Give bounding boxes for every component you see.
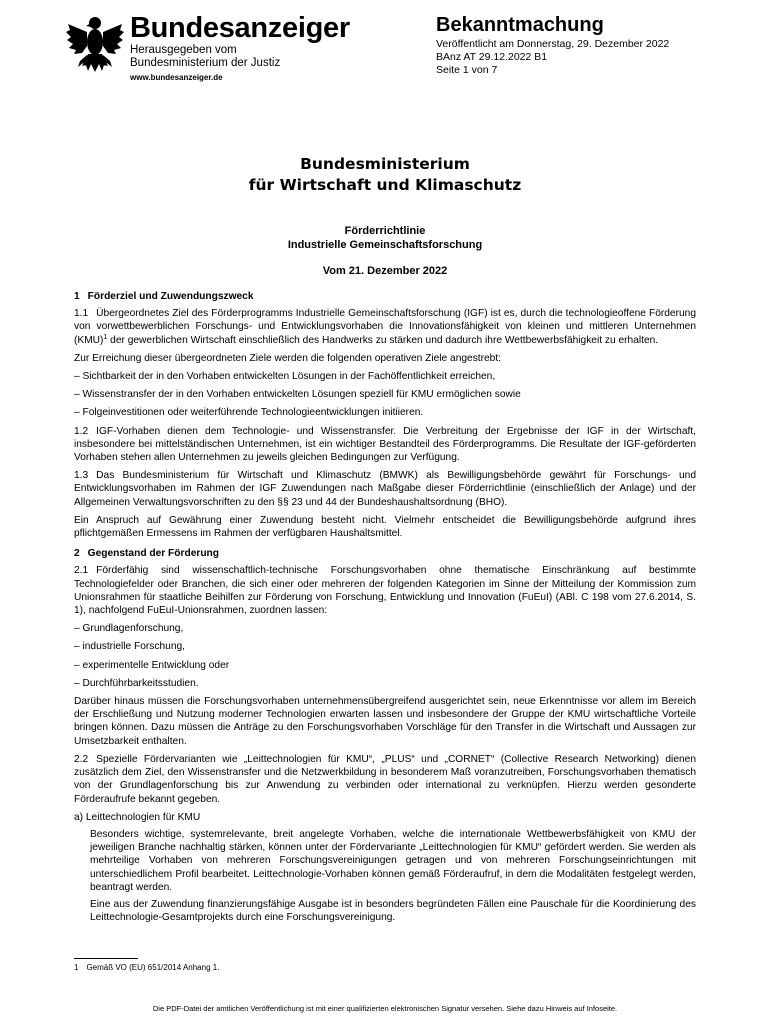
paragraph-1-2-number: 1.2 — [74, 425, 89, 437]
paragraph-2-2 — [74, 753, 696, 806]
brand-block — [130, 12, 350, 82]
paragraph-1-1-text-b: der gewerblichen Wirtschaft einschließlich des Handwerks zu stärken und dadurch ihre Wettbewerbsfähigkeit zu erhalten. — [107, 334, 659, 346]
footnote-text: Gemäß VO (EU) 651/2014 Anhang 1. — [86, 963, 220, 972]
publication-meta — [436, 12, 669, 77]
subsection-a-paragraph-1: Besonders wichtige, systemrelevante, breit angelegte Vorhaben, welche die internationale Wettbewerbsfähigkeit von KMU der jeweiligen Branche nachhaltig stärken, können unter der Fördervariante „Leittechnologien für KMU“ gefördert werden. Sie werden als mehrteilige Vorhaben von mehreren Forschungsvereinigungen getragen und von mehreren Forschungseinrichtungen mit unterschiedlichem Profil bearbeitet. Leittechnologie-Vorhaben können gemäß Förderaufruf, in dem die Modalitäten festgelegt werden, beantragt werden. — [90, 828, 696, 893]
paragraph-1-1 — [74, 307, 696, 347]
paragraph-2-1-text: Förderfähig sind wissenschaftlich-technische Forschungsvorhaben ohne thematische Einschränkung auf bestimmte Technologiefelder oder Branchen, die sich einer oder mehreren der folgenden Kategorien im Sinne der Mitteilung der Kommission zum Unionsrahmen für staatliche Beihilfen zur Förderung von Forschung, Entwicklung und Innovation (FuEuI) (ABl. C 198 vom 27.6.2014, S. 1), nachfolgend FuEuI-Unionsrahmen, zuordnen lassen: — [74, 565, 696, 617]
list-item: – experimentelle Entwicklung oder — [74, 659, 230, 671]
section-1-heading — [74, 290, 696, 303]
page-header — [66, 12, 706, 90]
directive-line-2: Industrielle Gemeinschaftsforschung — [287, 239, 483, 251]
section-1-number: 1 — [74, 291, 80, 302]
paragraph-goals-intro: Zur Erreichung dieser übergeordneten Ziele werden die folgenden operativen Ziele angestrebt: — [74, 352, 502, 364]
paragraph-1-1-number: 1.1 — [74, 308, 89, 320]
paragraph-1-2-text: IGF-Vorhaben dienen dem Technologie- und Wissenstransfer. Die Verbreitung der Ergebnisse der IGF in der Wirtschaft, insbesondere bei mittelständischen Unternehmen, ist ein wichtiger Bestandteil des Förderprogramms. Die Resultate der IGF-geförderten Vorhaben stehen allen Unternehmen zu jeweils gleichen Bedingungen zur Verfügung. — [74, 425, 696, 464]
list-item: – Sichtbarkeit der in den Vorhaben entwickelten Lösungen in der Fachöffentlichkeit erreichen, — [74, 371, 496, 383]
ministry-title — [0, 154, 770, 196]
section-2-heading — [74, 547, 696, 560]
federal-eagle-icon — [66, 14, 124, 78]
list-item: – Durchführbarkeitsstudien. — [74, 677, 199, 689]
footnote-mark: 1 — [74, 963, 79, 972]
paragraph-2-1-continuation: Darüber hinaus müssen die Forschungsvorhaben unternehmensübergreifend ausgerichtet sein, neue Erkenntnisse vor allem im Bereich der Erschließung und Nutzung moderner Technologien erwarten lassen und insbesondere der Gruppe der KMU wirtschaftliche Vorteile bringen können. Dazu müssen die Anträge zu den Forschungsvorhaben Vorschläge für den Transfer in die Wirtschaft und Aussagen zur Umsetzbarkeit enthalten. — [74, 696, 696, 747]
brand-ministry-line: Bundesministerium der Justiz — [130, 57, 281, 69]
paragraph-2-2-text: Spezielle Fördervarianten wie „Leittechnologien für KMU“, „PLUS“ und „CORNET“ (Collective Research Networking) dienen zusätzlich dem Ziel, den Wissenstransfer und die Netzwerkbildung in besonderem Maß voranzutreiben, Forschungsvorhaben thematisch von der Grundlagenforschung bis zur Anwendung zu verbinden oder international zu verknüpfen. Hierzu werden gesonderte Förderaufrufe bekannt gegeben. — [74, 753, 696, 805]
paragraph-2-2-number: 2.2 — [74, 753, 89, 765]
directive-line-1: Förderrichtlinie — [344, 225, 426, 237]
footnote-reference: 1 — [103, 333, 108, 341]
list-item: – industrielle Forschung, — [74, 641, 185, 653]
paragraph-1-2 — [74, 425, 696, 465]
published-date: Veröffentlicht am Donnerstag, 29. Dezember 2022 — [436, 38, 670, 50]
section-1-title: Förderziel und Zuwendungszweck — [87, 291, 254, 302]
section-2-title: Gegenstand der Förderung — [87, 548, 219, 560]
paragraph-2-1 — [74, 564, 696, 617]
directive-date: Vom 21. Dezember 2022 — [322, 265, 448, 277]
subsection-a-heading: a) Leittechnologien für KMU — [74, 811, 201, 823]
reference-number: BAnz AT 29.12.2022 B1 — [436, 51, 548, 63]
ministry-line-1: Bundesministerium — [300, 155, 470, 173]
list-item: – Grundlagenforschung, — [74, 623, 184, 635]
page-footer: Die PDF-Datei der amtlichen Veröffentlichung ist mit einer qualifizierten elektronischen Signatur versehen. Siehe dazu Hinweis auf Infoseite. — [152, 1004, 618, 1013]
paragraph-1-3-number: 1.3 — [74, 470, 89, 482]
subsection-a-body — [74, 828, 696, 924]
notice-title: Bekanntmachung — [436, 14, 604, 36]
brand-title: Bundesanzeiger — [130, 12, 350, 44]
page-indicator: Seite 1 von 7 — [436, 64, 498, 76]
brand-url: www.bundesanzeiger.de — [130, 73, 223, 82]
ministry-line-2: für Wirtschaft und Klimaschutz — [248, 176, 522, 194]
paragraph-1-1-text-a: Übergeordnetes Ziel des Förderprogramms Industrielle Gemeinschaftsforschung (IGF) ist es, durch die technologieoffene Förderung von vorwettbewerblichen Forschungs- und Entwicklungsvorhaben die Innovationsfähigkeit von kleinen und mittleren Unternehmen (KMU) — [74, 308, 696, 346]
paragraph-2-1-number: 2.1 — [74, 565, 89, 577]
section-2-number: 2 — [74, 548, 80, 560]
paragraph-entitlement: Ein Anspruch auf Gewährung einer Zuwendung besteht nicht. Vielmehr entscheidet die Bewilligungsbehörde aufgrund ihres pflichtgemäßen Ermessens im Rahmen der verfügbaren Haushaltsmittel. — [74, 514, 696, 540]
list-item: – Wissenstransfer der in den Vorhaben entwickelten Lösungen speziell für KMU ermöglichen sowie — [74, 389, 521, 401]
paragraph-1-3 — [74, 469, 696, 509]
directive-title — [0, 224, 770, 252]
brand-publisher-line: Herausgegeben vom — [130, 44, 237, 56]
list-item: – Folgeinvestitionen oder weiterführende Technologieentwicklungen initiieren. — [74, 407, 424, 419]
footnote — [74, 963, 219, 972]
subsection-a-paragraph-2: Eine aus der Zuwendung finanzierungsfähige Ausgabe ist in besonders begründeten Fällen eine Pauschale für die Koordinierung des Leittechnologie-Gesamtprojekts durch eine Forschungsvereinigung. — [90, 898, 696, 924]
footnote-divider — [74, 958, 138, 959]
document-body — [74, 290, 696, 928]
paragraph-1-3-text: Das Bundesministerium für Wirtschaft und Klimaschutz (BMWK) als Bewilligungsbehörde gewährt für Forschungs- und Entwicklungsvorhaben im Rahmen der IGF Zuwendungen nach Maßgabe dieser Förderrichtlinie (einschließlich der Anlage) und der Allgemeinen Verwaltungsvorschriften zu den §§ 23 und 44 der Bundeshaushaltsordnung (BHO). — [74, 470, 696, 508]
